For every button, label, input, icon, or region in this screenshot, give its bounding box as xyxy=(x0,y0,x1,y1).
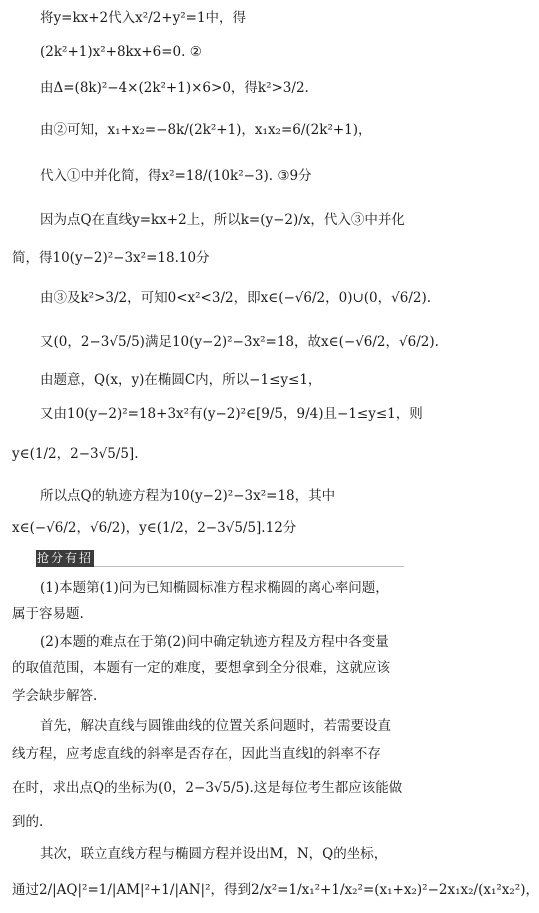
text-line: (2k²+1)x²+8kx+6=0. ② xyxy=(40,44,202,60)
text-line: 由③及k²>3/2，可知0<x²<3/2，即x∈(−√6/2，0)∪(0，√6/2). xyxy=(40,290,432,306)
text-line: 由Δ=(8k)²−4×(2k²+1)×6>0，得k²>3/2. xyxy=(40,80,309,96)
section-title-tag: 抢分有招 xyxy=(36,551,93,565)
text-line: y∈(1/2，2−3√5/5]. xyxy=(12,446,139,462)
text-line: 代入①中并化简，得x²=18/(10k²−3). ③9分 xyxy=(40,168,312,184)
section-divider xyxy=(94,566,404,567)
text-line: 将y=kx+2代入x²/2+y²=1中，得 xyxy=(40,10,247,26)
text-line: 的取值范围，本题有一定的难度，要想拿到全分很难，这就应该 xyxy=(12,660,390,676)
text-line: 线方程，应考虑直线的斜率是否存在，因此当直线l的斜率不存 xyxy=(12,746,381,762)
text-line: (1)本题第(1)问为已知椭圆标准方程求椭圆的离心率问题， xyxy=(40,580,389,596)
text-line: 由②可知，x₁+x₂=−8k/(2k²+1)，x₁x₂=6/(2k²+1)， xyxy=(40,122,372,138)
text-line: 学会缺步解答. xyxy=(12,688,98,704)
text-line: 通过2/|AQ|²=1/|AM|²+1/|AN|²，得到2/x²=1/x₁²+1/x₂²=(x₁+x₂)²−2x₁x₂/(x₁²x₂²)， xyxy=(12,882,539,898)
text-line: x∈(−√6/2，√6/2)，y∈(1/2，2−3√5/5].12分 xyxy=(12,520,297,536)
text-line: 由题意，Q(x，y)在椭圆C内，所以−1≤y≤1， xyxy=(40,372,322,388)
text-line: 又(0，2−3√5/5)满足10(y−2)²−3x²=18，故x∈(−√6/2，√6/2). xyxy=(40,334,439,350)
text-line: 因为点Q在直线y=kx+2上，所以k=(y−2)/x，代入③中并化 xyxy=(40,212,405,228)
text-line: 首先，解决直线与圆锥曲线的位置关系问题时，若需要设直 xyxy=(40,718,391,734)
text-line: 在时，求出点Q的坐标为(0，2−3√5/5).这是每位考生都应该能做 xyxy=(12,780,403,796)
text-line: 其次，联立直线方程与椭圆方程并设出M，N，Q的坐标， xyxy=(40,846,388,862)
text-line: (2)本题的难点在于第(2)问中确定轨迹方程及方程中各变量 xyxy=(40,634,389,650)
text-line: 属于容易题. xyxy=(12,606,84,622)
text-line: 又由10(y−2)²=18+3x²有(y−2)²∈[9/5，9/4)且−1≤y≤1，则 xyxy=(40,406,423,422)
text-line: 简，得10(y−2)²−3x²=18.10分 xyxy=(12,250,210,266)
text-line: 所以点Q的轨迹方程为10(y−2)²−3x²=18，其中 xyxy=(40,488,336,504)
text-line: 到的. xyxy=(12,814,44,830)
